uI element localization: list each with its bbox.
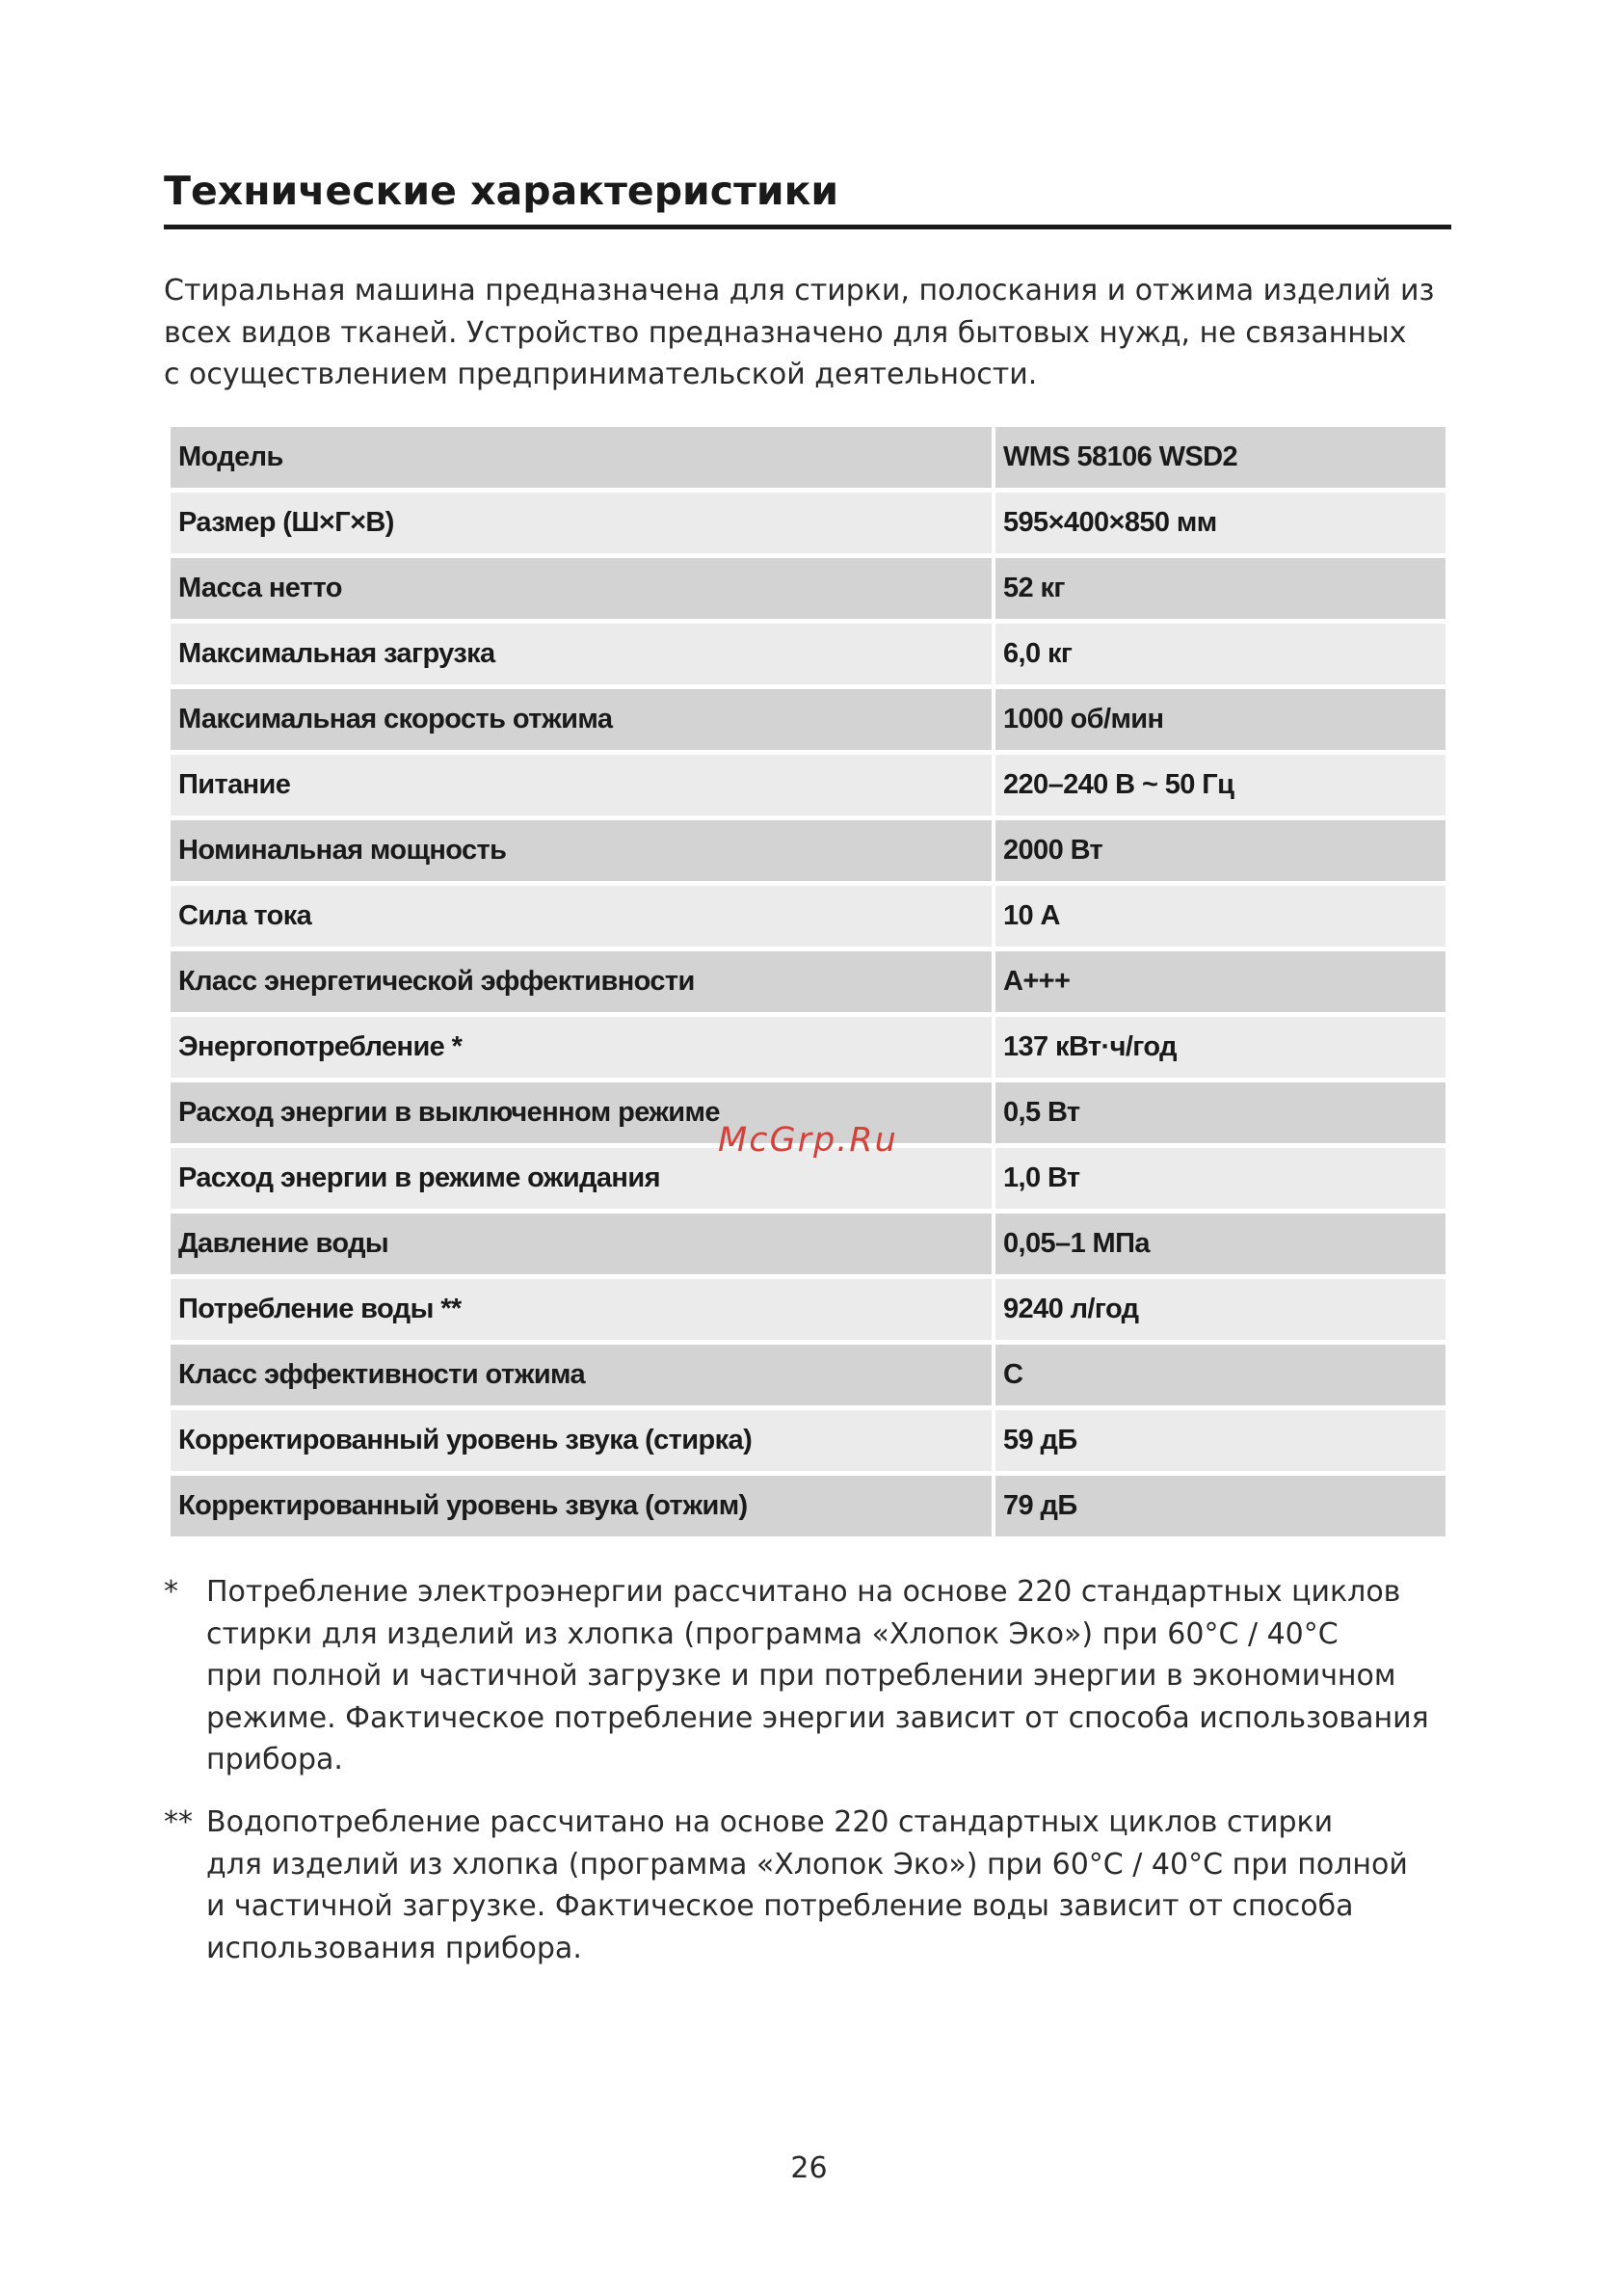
spec-row xyxy=(171,427,1446,488)
spec-row xyxy=(171,493,1446,553)
intro-line: Стиральная машина предназначена для стирки, полоскания и отжима изделий из xyxy=(164,274,1435,307)
spec-label: Размер (Ш×Г×В) xyxy=(171,493,992,553)
intro-line: с осуществлением предпринимательской деятельности. xyxy=(164,358,1038,391)
spec-value: 0,5 Вт xyxy=(995,1082,1446,1143)
spec-value: 1000 об/мин xyxy=(995,689,1446,750)
spec-row xyxy=(171,689,1446,750)
footnote-mark: * xyxy=(164,1575,178,1609)
spec-label: Корректированный уровень звука (отжим) xyxy=(171,1476,992,1536)
footnote-line: использования прибора. xyxy=(206,1931,582,1965)
spec-row xyxy=(171,1345,1446,1405)
footnote-mark: ** xyxy=(164,1805,193,1839)
spec-row xyxy=(171,558,1446,619)
footnote-line: при полной и частичной загрузке и при потреблении энергии в экономичном xyxy=(206,1659,1396,1693)
footnote-line: режиме. Фактическое потребление энергии зависит от способа использования xyxy=(206,1700,1429,1735)
spec-row xyxy=(171,755,1446,815)
footnote-line: Потребление электроэнергии рассчитано на основе 220 стандартных циклов xyxy=(206,1575,1401,1609)
spec-value: 10 А xyxy=(995,886,1446,947)
spec-label: Потребление воды ** xyxy=(171,1279,992,1340)
spec-row xyxy=(171,1017,1446,1078)
page-number: 26 xyxy=(790,2151,828,2185)
spec-value: 595×400×850 мм xyxy=(995,493,1446,553)
spec-value: 2000 Вт xyxy=(995,820,1446,881)
watermark: McGrp.Ru xyxy=(718,1121,898,1160)
spec-row xyxy=(171,1476,1446,1536)
spec-label: Расход энергии в режиме ожидания xyxy=(171,1148,992,1209)
footnote-line: Водопотребление рассчитано на основе 220 стандартных циклов стирки xyxy=(206,1805,1334,1839)
footnote-line: прибора. xyxy=(206,1743,343,1776)
spec-row xyxy=(171,1214,1446,1274)
spec-row xyxy=(171,624,1446,684)
footnote-energy xyxy=(164,1571,1451,1781)
spec-value: C xyxy=(995,1345,1446,1405)
spec-value: 59 дБ xyxy=(995,1410,1446,1471)
title-divider xyxy=(164,225,1451,229)
intro-paragraph xyxy=(164,270,1451,396)
intro-line: всех видов тканей. Устройство предназначено для бытовых нужд, не связанных xyxy=(164,315,1407,350)
spec-label: Номинальная мощность xyxy=(171,820,992,881)
footnote-water xyxy=(164,1802,1451,1969)
spec-value: 220–240 В ~ 50 Гц xyxy=(995,755,1446,815)
spec-value: 137 кВт·ч/год xyxy=(995,1017,1446,1078)
spec-label: Максимальная скорость отжима xyxy=(171,689,992,750)
spec-value: 0,05–1 МПа xyxy=(995,1214,1446,1274)
spec-label: Расход энергии в выключенном режиме xyxy=(171,1082,992,1143)
spec-label: Питание xyxy=(171,755,992,815)
spec-label: Давление воды xyxy=(171,1214,992,1274)
footnote-line: для изделий из хлопка (программа «Хлопок Эко») при 60°C / 40°C при полной xyxy=(206,1847,1408,1882)
spec-label: Класс энергетической эффективности xyxy=(171,951,992,1012)
spec-value: 1,0 Вт xyxy=(995,1148,1446,1209)
footnote-line: и частичной загрузке. Фактическое потребление воды зависит от способа xyxy=(206,1889,1354,1923)
spec-value: 52 кг xyxy=(995,558,1446,619)
spec-label: Корректированный уровень звука (стирка) xyxy=(171,1410,992,1471)
spec-label: Модель xyxy=(171,427,992,488)
spec-row xyxy=(171,1410,1446,1471)
spec-label: Сила тока xyxy=(171,886,992,947)
footnote-line: стирки для изделий из хлопка (программа «Хлопок Эко») при 60°C / 40°C xyxy=(206,1616,1339,1651)
spec-value: A+++ xyxy=(995,951,1446,1012)
spec-row xyxy=(171,1279,1446,1340)
spec-row xyxy=(171,951,1446,1012)
spec-label: Масса нетто xyxy=(171,558,992,619)
spec-value: WMS 58106 WSD2 xyxy=(995,427,1446,488)
specifications-table xyxy=(167,422,1449,1541)
spec-label: Максимальная загрузка xyxy=(171,624,992,684)
spec-value: 6,0 кг xyxy=(995,624,1446,684)
spec-label: Класс эффективности отжима xyxy=(171,1345,992,1405)
spec-row xyxy=(171,820,1446,881)
page-title: Технические характеристики xyxy=(164,168,839,214)
spec-value: 9240 л/год xyxy=(995,1279,1446,1340)
spec-value: 79 дБ xyxy=(995,1476,1446,1536)
spec-row xyxy=(171,886,1446,947)
spec-label: Энергопотребление * xyxy=(171,1017,992,1078)
